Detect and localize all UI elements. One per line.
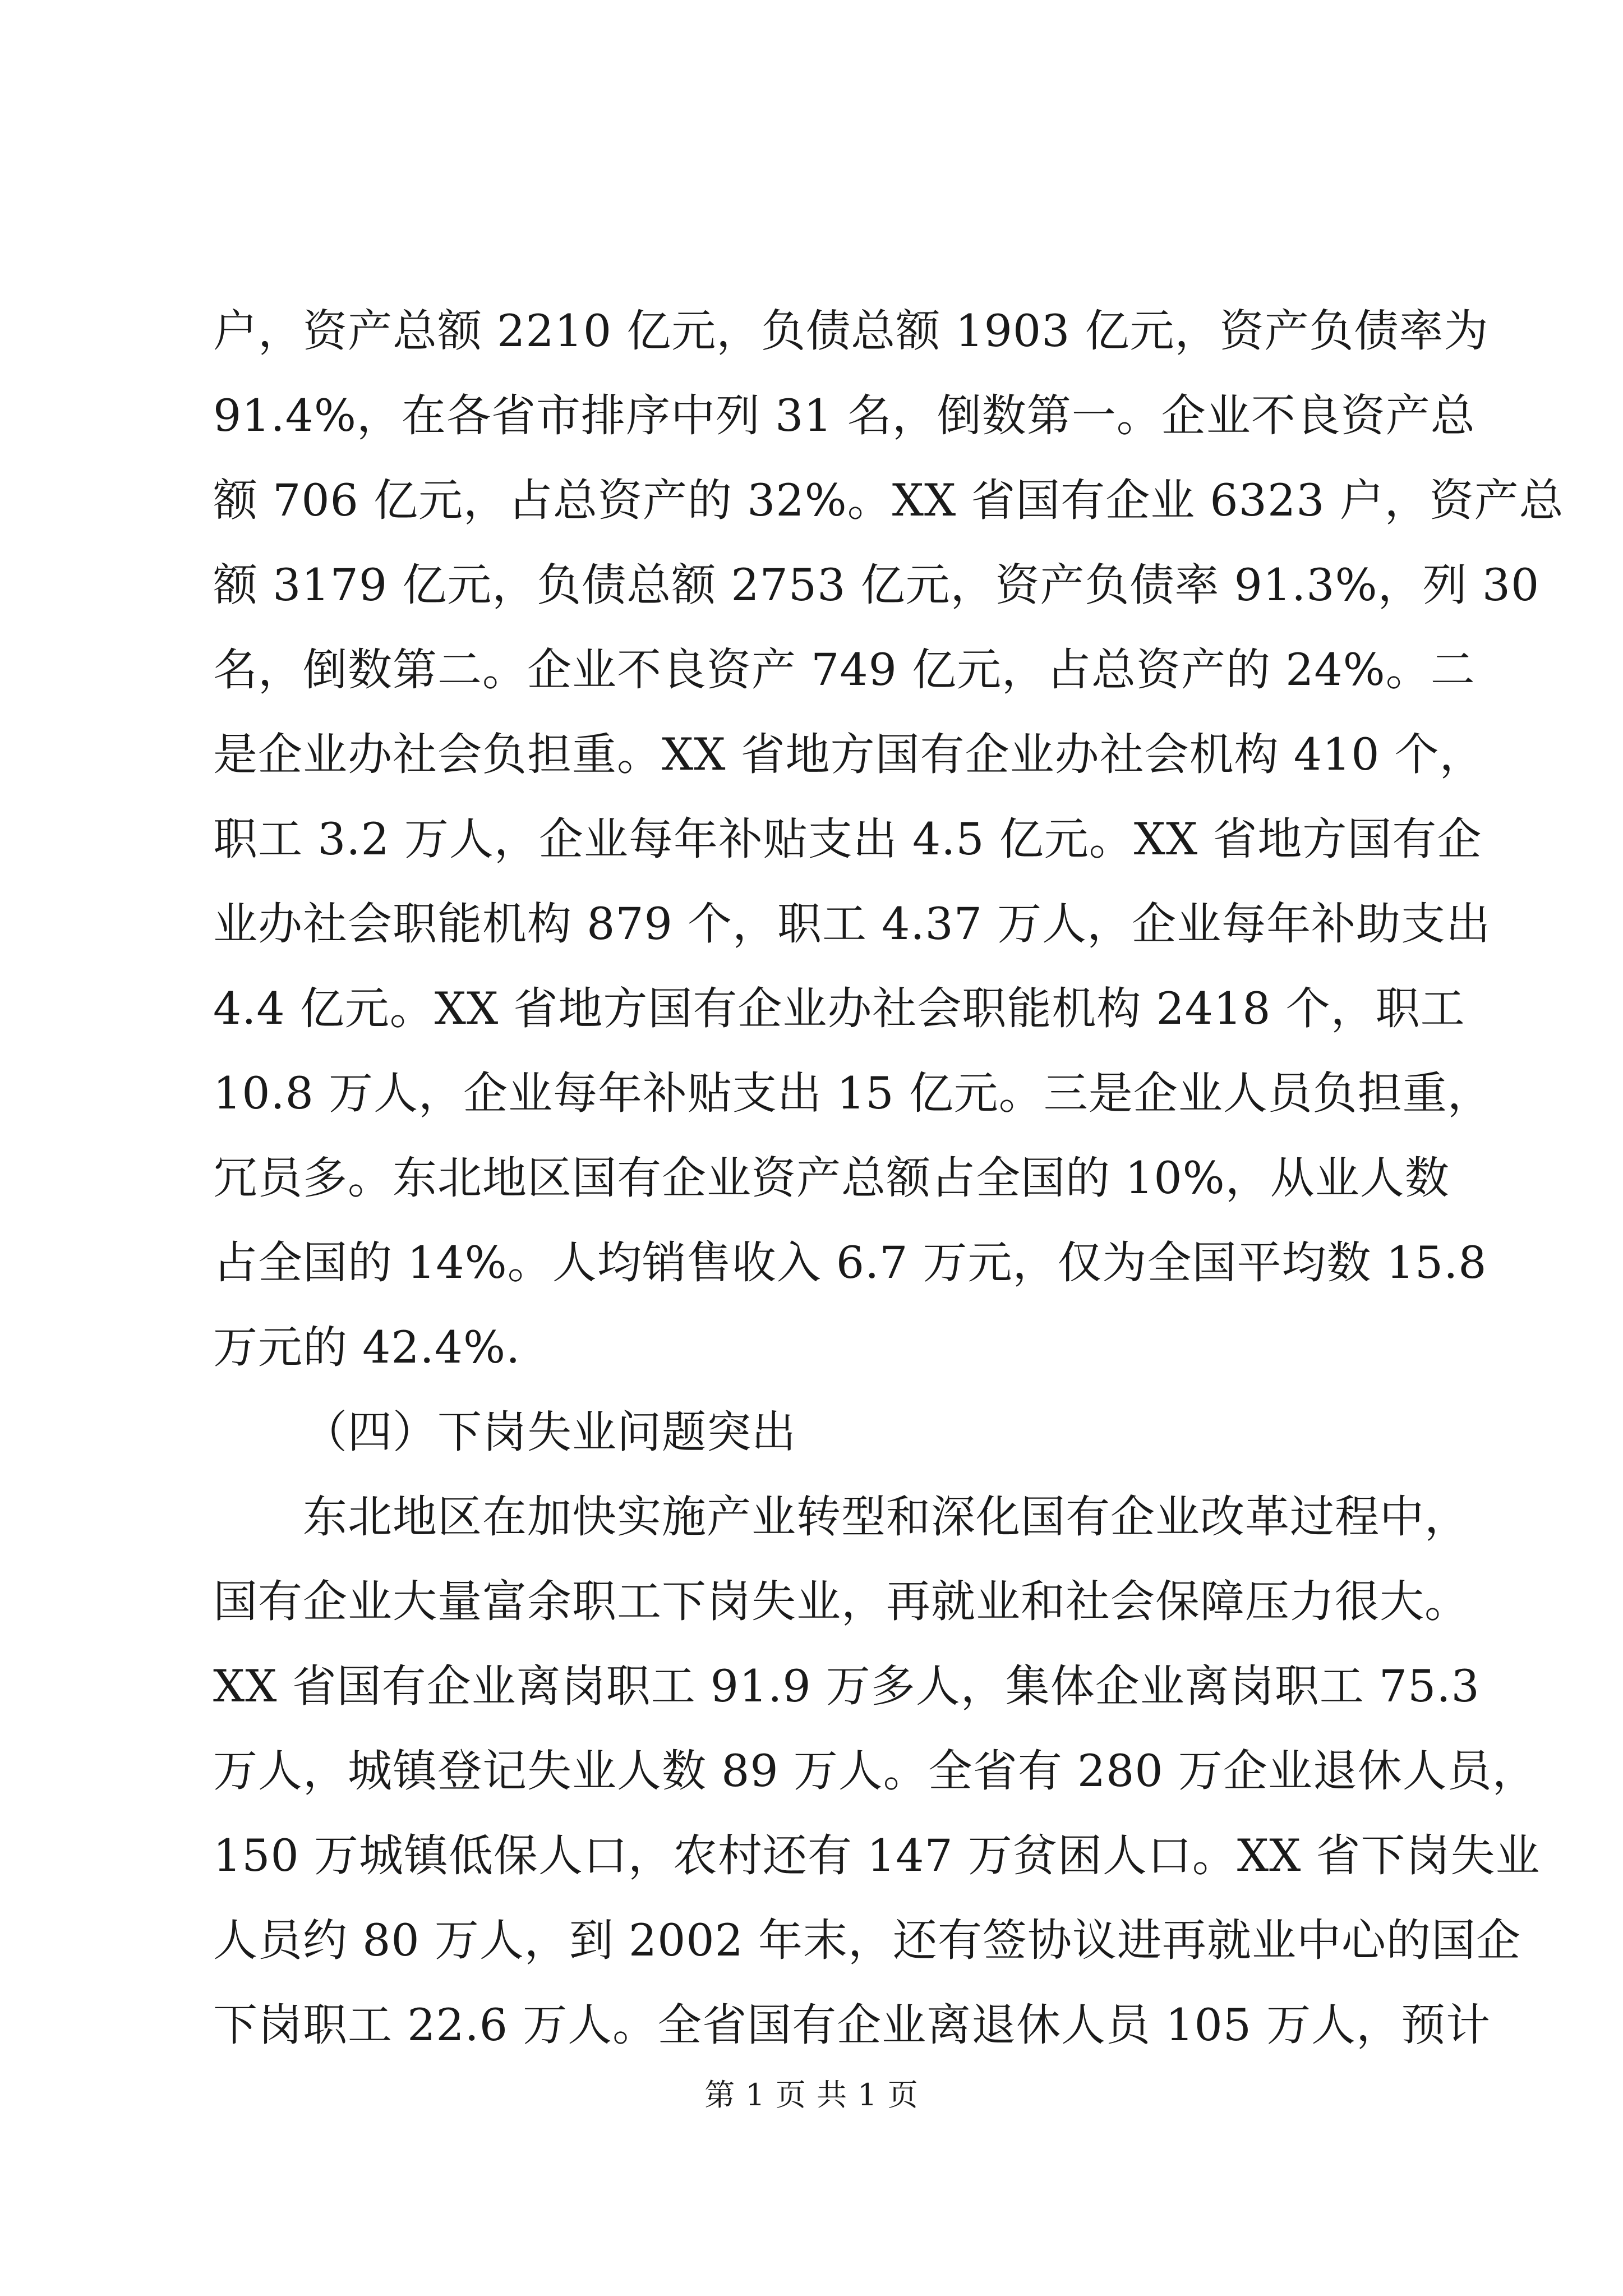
text-line: 职工 3.2 万人，企业每年补贴支出 4.5 亿元。XX 省地方国有企 [213,813,1482,865]
text-line: 是企业办社会负担重。XX 省地方国有企业办社会机构 410 个， [213,729,1484,780]
text-line: 冗员多。东北地区国有企业资产总额占全国的 10%，从业人数 [213,1152,1450,1204]
text-line: 91.4%，在各省市排序中列 31 名，倒数第一。企业不良资产总 [213,390,1476,441]
text-line: 150 万城镇低保人口，农村还有 147 万贫困人口。XX 省下岗失业 [213,1830,1541,1881]
section-heading: （四）下岗失业问题突出 [303,1406,796,1458]
paragraph-first-line: 东北地区在加快实施产业转型和深化国有企业改革过程中， [303,1491,1469,1543]
text-line: 占全国的 14%。人均销售收入 6.7 万元，仅为全国平均数 15.8 [213,1237,1487,1289]
text-line: 10.8 万人，企业每年补贴支出 15 亿元。三是企业人员负担重， [213,1068,1492,1119]
text-line: 万人，城镇登记失业人数 89 万人。全省有 280 万企业退休人员， [213,1745,1537,1797]
text-line: XX 省国有企业离岗职工 91.9 万多人，集体企业离岗职工 75.3 [213,1660,1480,1712]
body-text [213,289,1564,2068]
text-line: 业办社会职能机构 879 个，职工 4.37 万人，企业每年补助支出 [213,898,1491,950]
text-line: 名，倒数第二。企业不良资产 749 亿元，占总资产的 24%。二 [213,644,1476,696]
text-line: 万元的 42.4%. [213,1322,521,1373]
text-line: 户，资产总额 2210 亿元，负债总额 1903 亿元，资产负债率为 [213,305,1489,357]
text-line: 人员约 80 万人，到 2002 年末，还有签协议进再就业中心的国企 [213,1915,1521,1966]
text-line: 额 3179 亿元，负债总额 2753 亿元，资产负债率 91.3%，列 30 [213,559,1540,611]
text-line: 国有企业大量富余职工下岗失业，再就业和社会保障压力很大。 [213,1576,1469,1627]
text-line: 下岗职工 22.6 万人。全省国有企业离退休人员 105 万人，预计 [213,1999,1491,2051]
text-line: 4.4 亿元。XX 省地方国有企业办社会职能机构 2418 个，职工 [213,983,1465,1034]
page-footer: 第 1 页 共 1 页 [704,2077,919,2113]
text-line: 额 706 亿元，占总资产的 32%。XX 省国有企业 6323 户，资产总 [213,475,1564,526]
